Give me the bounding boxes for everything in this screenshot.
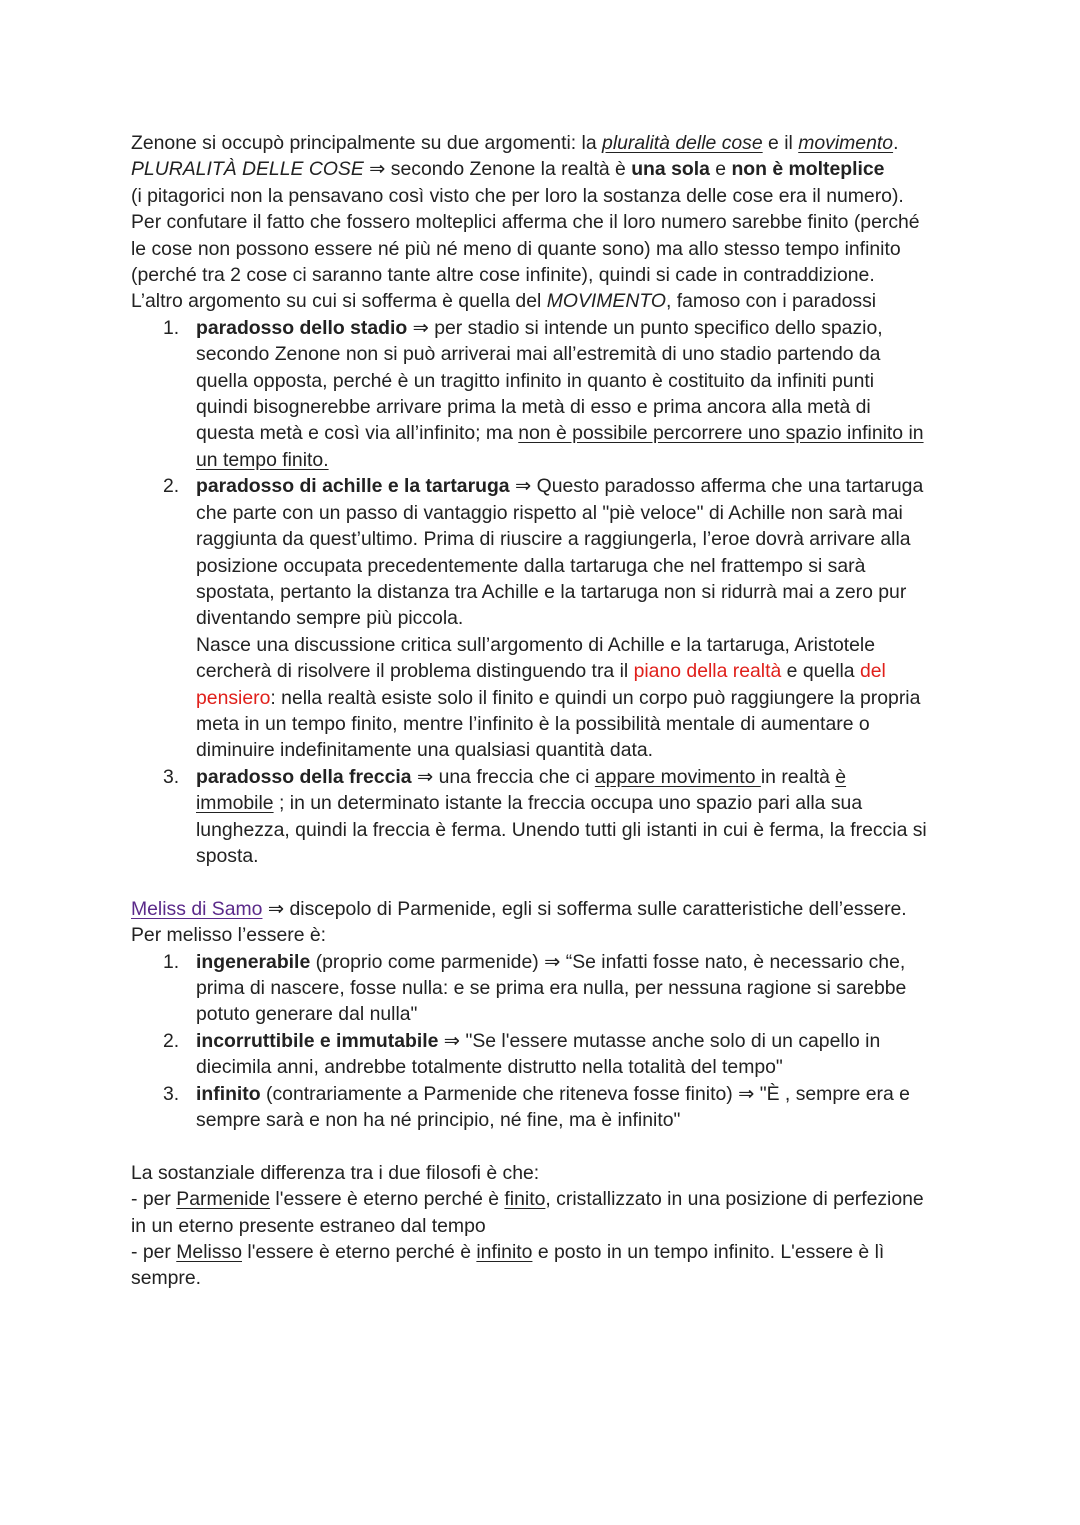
parmenide-line bbox=[131, 1186, 956, 1212]
bold-text: una sola bbox=[631, 158, 710, 181]
text: l'essere è eterno perché è bbox=[270, 1188, 505, 1211]
underlined-text: è bbox=[835, 765, 847, 788]
item-line: meta in un tempo finito, mentre l’infinito è la possibilità mentale di aumentare o bbox=[196, 712, 870, 735]
text: questa metà e così via all’infinito; ma bbox=[196, 422, 519, 445]
paragraph-line: (perché tra 2 cose ci saranno tante altre cose infinite), quindi si cade in contraddizione. bbox=[131, 264, 875, 287]
text: e il bbox=[762, 132, 799, 154]
item-title: ingenerabile bbox=[196, 950, 311, 973]
list-item-infinito bbox=[131, 1081, 956, 1134]
underlined-text: finito bbox=[504, 1188, 546, 1211]
term-movimento: movimento bbox=[798, 132, 894, 154]
text: e posto in un tempo infinito. L'essere è lì bbox=[532, 1241, 885, 1264]
item-line bbox=[196, 764, 956, 790]
item-title: paradosso dello stadio bbox=[196, 316, 408, 339]
item-line: quindi bisognerebbe arrivare prima la metà di esso e prima ancora alla metà di bbox=[196, 396, 871, 419]
item-line: posizione occupata precedentemente dalla tartaruga che nel frattempo si sarà bbox=[196, 554, 866, 577]
item-line: prima di nascere, fosse nulla: e se prima era nulla, per nessuna ragione si sarebbe bbox=[196, 976, 907, 999]
item-line bbox=[196, 949, 956, 975]
item-line: che parte con un passo di vantaggio rispetto al "piè veloce" di Achille non sarà mai bbox=[196, 501, 903, 524]
item-line: diventando sempre più piccola. bbox=[196, 607, 464, 630]
text: Zenone si occupò principalmente su due argomenti: la bbox=[131, 132, 603, 154]
text: - per bbox=[131, 1241, 177, 1264]
paragraph-line: Per melisso l’essere è: bbox=[131, 924, 327, 947]
item-line: lunghezza, quindi la freccia è ferma. Unendo tutti gli istanti in cui è ferma, la freccia si bbox=[196, 818, 927, 841]
red-highlight: piano della realtà bbox=[633, 660, 782, 683]
item-line: sposta. bbox=[196, 844, 259, 867]
underlined-text: Parmenide bbox=[176, 1188, 271, 1211]
underlined-text: infinito bbox=[476, 1241, 533, 1264]
text: e quella bbox=[781, 660, 860, 683]
item-title: paradosso di achille e la tartaruga bbox=[196, 475, 510, 498]
list-item-incorruttibile bbox=[131, 1028, 956, 1081]
item-line: sempre sarà e non ha né principio, né fine, ma è infinito" bbox=[196, 1109, 681, 1132]
underlined-text: non è possibile percorrere uno spazio infinito in bbox=[518, 422, 924, 445]
list-number: 1. bbox=[163, 950, 180, 973]
text: ⇒ "Se l'essere mutasse anche solo di un capello in bbox=[438, 1029, 881, 1052]
item-line: Nasce una discussione critica sull’argomento di Achille e la tartaruga, Aristotele bbox=[196, 633, 876, 656]
text: in realtà bbox=[760, 765, 836, 788]
list-number: 3. bbox=[163, 1082, 180, 1105]
red-highlight: del bbox=[859, 660, 886, 683]
text: L’altro argomento su cui si sofferma è quella del bbox=[131, 290, 547, 313]
text: : nella realtà esiste solo il finito e quindi un corpo può raggiungere la propria bbox=[270, 686, 921, 709]
item-title: infinito bbox=[196, 1082, 261, 1105]
item-title: paradosso della freccia bbox=[196, 765, 412, 788]
bold-text: non è molteplice bbox=[731, 158, 885, 181]
item-line bbox=[196, 685, 956, 711]
item-line: secondo Zenone non si può arriverai mai all’estremità di uno stadio partendo da bbox=[196, 343, 881, 366]
melisso-link[interactable]: Meliss di Samo bbox=[131, 897, 263, 920]
text: ⇒ Questo paradosso afferma che una tartaruga bbox=[509, 475, 924, 498]
list-item-paradosso-freccia bbox=[131, 764, 956, 870]
paragraph-line: in un eterno presente estraneo dal tempo bbox=[131, 1214, 486, 1237]
underlined-text: immobile bbox=[196, 792, 274, 815]
text: , famoso con i paradossi bbox=[665, 290, 877, 313]
item-line: potuto generare dal nulla" bbox=[196, 1003, 418, 1026]
text: (proprio come parmenide) ⇒ “Se infatti fosse nato, è necessario che, bbox=[310, 950, 906, 973]
text: , cristallizzato in una posizione di perfezione bbox=[545, 1188, 924, 1211]
item-line bbox=[196, 420, 956, 446]
movimento-intro-line bbox=[131, 288, 956, 314]
document-body bbox=[131, 130, 956, 1292]
item-title: incorruttibile e immutabile bbox=[196, 1029, 439, 1052]
item-line bbox=[196, 315, 956, 341]
item-line: spostata, pertanto la distanza tra Achille e la tartaruga non si ridurrà mai a zero pur bbox=[196, 580, 907, 603]
item-line: quella opposta, perché è un tragitto infinito in quanto è costituito da infiniti punti bbox=[196, 369, 875, 392]
text: (contrariamente a Parmenide che riteneva fosse finito) ⇒ "È , sempre era e bbox=[260, 1082, 910, 1105]
text: ⇒ secondo Zenone la realtà è bbox=[363, 158, 632, 181]
text: . bbox=[893, 132, 899, 154]
paragraph-line: Per confutare il fatto che fossero molteplici afferma che il loro numero sarebbe finito (perché bbox=[131, 211, 920, 234]
text: ⇒ una freccia che ci bbox=[411, 765, 595, 788]
text: - per bbox=[131, 1188, 177, 1211]
item-line bbox=[196, 1028, 956, 1054]
underlined-text: un tempo finito. bbox=[196, 448, 329, 471]
paragraph-line: le cose non possono essere né più né meno di quante sono) ma allo stesso tempo infinito bbox=[131, 237, 901, 260]
paragraph-line: La sostanziale differenza tra i due filosofi è che: bbox=[131, 1161, 540, 1184]
item-line bbox=[196, 447, 956, 473]
paragraph-gap bbox=[131, 1133, 956, 1159]
list-item-ingenerabile bbox=[131, 949, 956, 1028]
list-number: 2. bbox=[163, 475, 180, 498]
item-line bbox=[196, 790, 956, 816]
list-item-paradosso-achille bbox=[131, 473, 956, 763]
item-line: diminuire indefinitamente una qualsiasi quantità data. bbox=[196, 739, 654, 762]
paragraph-line: sempre. bbox=[131, 1267, 202, 1290]
movimento-heading: MOVIMENTO bbox=[546, 290, 666, 313]
melisso-line bbox=[131, 1239, 956, 1265]
list-item-paradosso-stadio bbox=[131, 315, 956, 473]
zenone-intro-line bbox=[131, 130, 956, 156]
item-line bbox=[196, 473, 956, 499]
red-highlight: pensiero bbox=[196, 686, 271, 709]
underlined-text: appare movimento bbox=[594, 765, 761, 788]
item-line: raggiunta da quest’ultimo. Prima di riuscire a raggiungerla, l’eroe dovrà arrivare alla bbox=[196, 528, 911, 551]
text: ⇒ discepolo di Parmenide, egli si sofferma sulle caratteristiche dell’essere. bbox=[262, 897, 907, 920]
text: l'essere è eterno perché è bbox=[242, 1241, 477, 1264]
text: cercherà di risolvere il problema distinguendo tra il bbox=[196, 660, 634, 683]
melisso-intro-line bbox=[131, 896, 956, 922]
item-line: diecimila anni, andrebbe totalmente distrutto nella totalità del tempo" bbox=[196, 1056, 783, 1079]
term-pluralita: pluralità delle cose bbox=[602, 132, 763, 154]
item-line bbox=[196, 1081, 956, 1107]
list-number: 3. bbox=[163, 765, 180, 788]
underlined-text: Melisso bbox=[176, 1241, 242, 1264]
text: e bbox=[709, 158, 732, 181]
text: ⇒ per stadio si intende un punto specifico dello spazio, bbox=[407, 316, 883, 339]
list-number: 1. bbox=[163, 316, 180, 339]
pluralita-heading-line bbox=[131, 156, 956, 182]
pluralita-heading: PLURALITÀ DELLE COSE bbox=[131, 158, 364, 181]
item-line bbox=[196, 658, 956, 684]
list-number: 2. bbox=[163, 1029, 180, 1052]
paragraph-line: (i pitagorici non la pensavano così visto che per loro la sostanza delle cose era il numero). bbox=[131, 184, 904, 207]
paragraph-gap bbox=[131, 869, 956, 895]
text: ; in un determinato istante la freccia occupa uno spazio pari alla sua bbox=[273, 792, 863, 815]
